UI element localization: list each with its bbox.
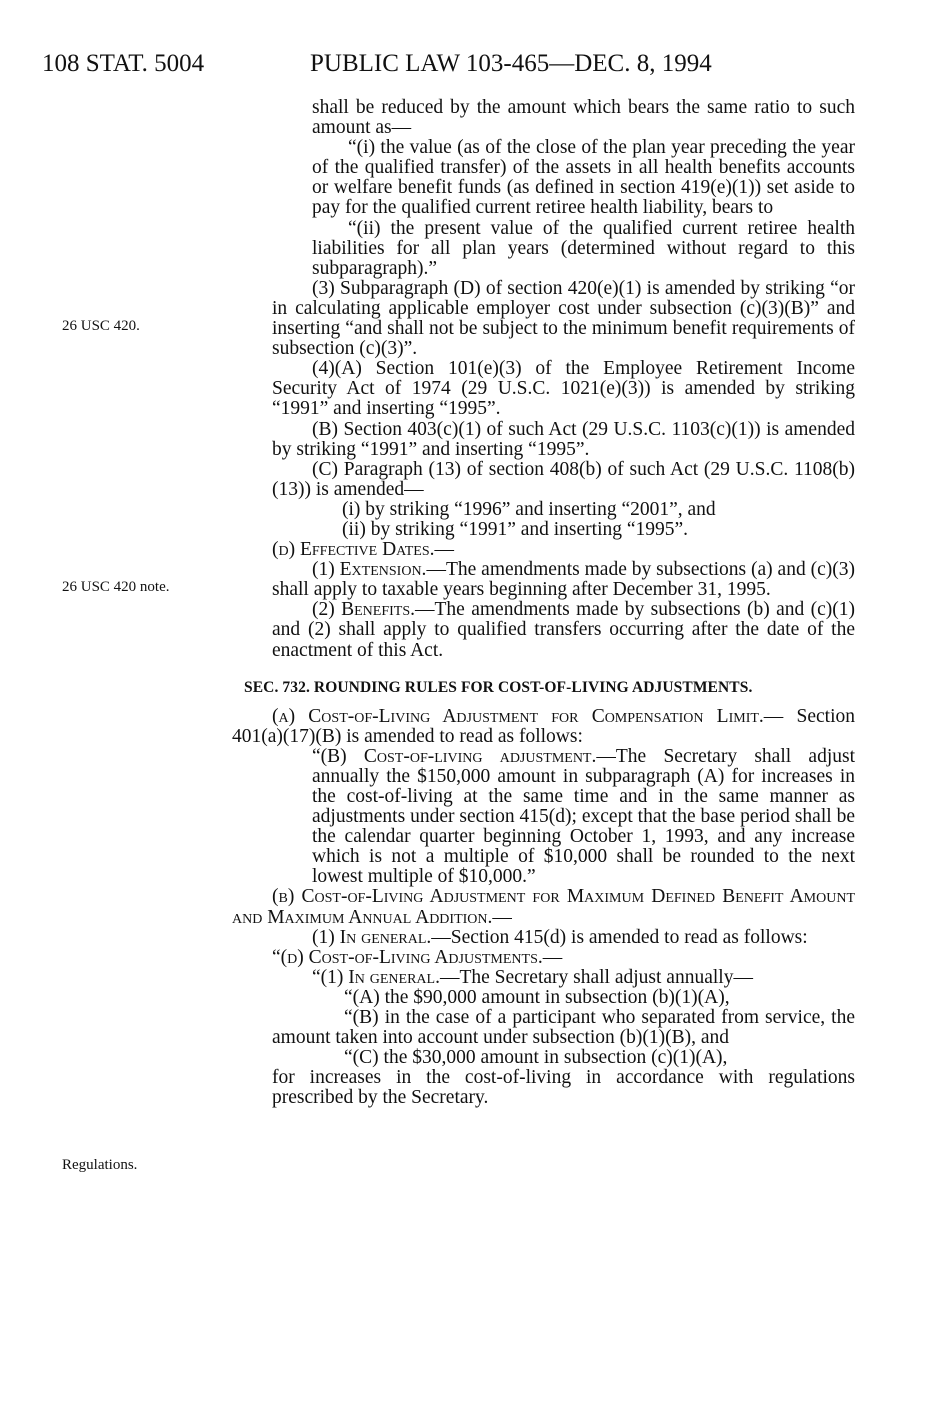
margin-note-26-usc-420-note: 26 USC 420 note. — [62, 579, 170, 595]
paragraph-1-quoted — [272, 968, 855, 988]
subsection-a — [232, 707, 855, 747]
subparagraph-b-heading: “(B) Cost-of-living adjustment. — [312, 745, 597, 767]
subsection-d-heading — [272, 540, 855, 560]
paragraph-benefits — [272, 600, 855, 660]
paragraph-4a: (4)(A) Section 101(e)(3) of the Employee Retirement Income Security Act of 1974 (29 U.S.C. 1021(e)(3)) is amended by striking “1991” and inserting “1995”. — [272, 358, 855, 420]
subsection-b-heading: (b) Cost-of-Living Adjustment for Maximum Defined Benefit Amount and Maximum Annual Addition.— — [232, 886, 855, 928]
clause-i-strike: (i) by striking “1996” and inserting “2001”, and — [342, 498, 716, 520]
benefits-heading: (2) Benefits. — [312, 599, 416, 621]
paragraph-in-general — [272, 928, 855, 948]
subparagraph-c-quoted: “(C) the $30,000 amount in subsection (c)(1)(A), — [344, 1047, 728, 1069]
clause-i: “(i) the value (as of the close of the plan year preceding the year of the qualified transfer) of the assets in all health benefits accounts or welfare benefit funds (as defined in section 419(e)(1)) set aside to pay for the qualified current retiree health liability, bears to — [312, 137, 855, 219]
in-general-heading: (1) In general. — [312, 926, 432, 948]
document-body — [232, 97, 855, 1109]
subsection-a-text: Section 401(a)(17)(B) is amended to read as follows: — [232, 705, 855, 747]
in-general-quoted-text: —The Secretary shall adjust annually— — [439, 966, 753, 988]
subsection-d-quoted — [272, 948, 855, 968]
subparagraph-a-quoted: “(A) the $90,000 amount in subsection (b)(1)(A), — [344, 986, 730, 1008]
margin-note-regulations: Regulations. — [62, 1157, 138, 1173]
subparagraph-b-text: —The Secretary shall adjust annually the $150,000 amount in subparagraph (A) for increases in the cost-of-living at the same time and in the same manner as adjustments under section 415(d); except that the base period shall be the calendar quarter beginning October 1, 1993, and any increase which is not a multiple of $10,000 shall be rounded to the next lowest multiple of $10,000.” — [312, 745, 855, 888]
clause-ii: “(ii) the present value of the qualified current retiree health liabilities for all plan years (determined without regard to this subparagraph).” — [312, 217, 855, 279]
margin-note-26-usc-420: 26 USC 420. — [62, 318, 140, 334]
extension-heading: (1) Extension. — [312, 559, 427, 581]
paragraph: shall be reduced by the amount which bears the same ratio to such amount as— — [312, 97, 855, 139]
paragraph-extension — [272, 560, 855, 600]
extension-text: —The amendments made by subsections (a) and (c)(3) shall apply to taxable years beginning after December 31, 1995. — [272, 559, 855, 601]
paragraph-4b: (B) Section 403(c)(1) of such Act (29 U.S.C. 1103(c)(1)) is amended by striking “1991” and inserting “1995”. — [272, 418, 855, 460]
closing-text: for increases in the cost-of-living in accordance with regulations prescribed by the Secretary. — [272, 1067, 855, 1109]
subsection-b — [232, 887, 855, 927]
page-number-header: 108 STAT. 5004 — [42, 50, 205, 77]
subsection-a-heading: (a) Cost-of-Living Adjustment for Compensation Limit.— — [272, 705, 784, 727]
effective-dates-heading: (d) Effective Dates.— — [272, 539, 455, 561]
paragraph-4c: (C) Paragraph (13) of section 408(b) of such Act (29 U.S.C. 1108(b)(13)) is amended— — [272, 458, 855, 500]
section-heading: SEC. 732. ROUNDING RULES FOR COST-OF-LIVING ADJUSTMENTS. — [244, 678, 753, 696]
paragraph-3: (3) Subparagraph (D) of section 420(e)(1) is amended by striking “or in calculating applicable employer cost under subsection (c)(3)(B)” and inserting “and shall not be subject to the minimum benefit requirements of subsection (c)(3)”. — [272, 277, 855, 360]
clause-ii-strike: (ii) by striking “1991” and inserting “1995”. — [342, 518, 689, 540]
in-general-text: —Section 415(d) is amended to read as follows: — [431, 926, 808, 948]
subparagraph-b-quoted: “(B) in the case of a participant who separated from service, the amount taken into account under subsection (b)(1)(B), and — [272, 1007, 855, 1049]
in-general-quoted-heading: “(1) In general. — [312, 966, 440, 988]
benefits-text: —The amendments made by subsections (b) and (c)(1) and (2) shall apply to qualified transfers occurring after the date of the enactment of this Act. — [272, 599, 855, 661]
cola-heading: “(d) Cost-of-Living Adjustments.— — [272, 946, 563, 968]
running-title: PUBLIC LAW 103-465—DEC. 8, 1994 — [310, 50, 712, 77]
subparagraph-b — [272, 747, 855, 888]
